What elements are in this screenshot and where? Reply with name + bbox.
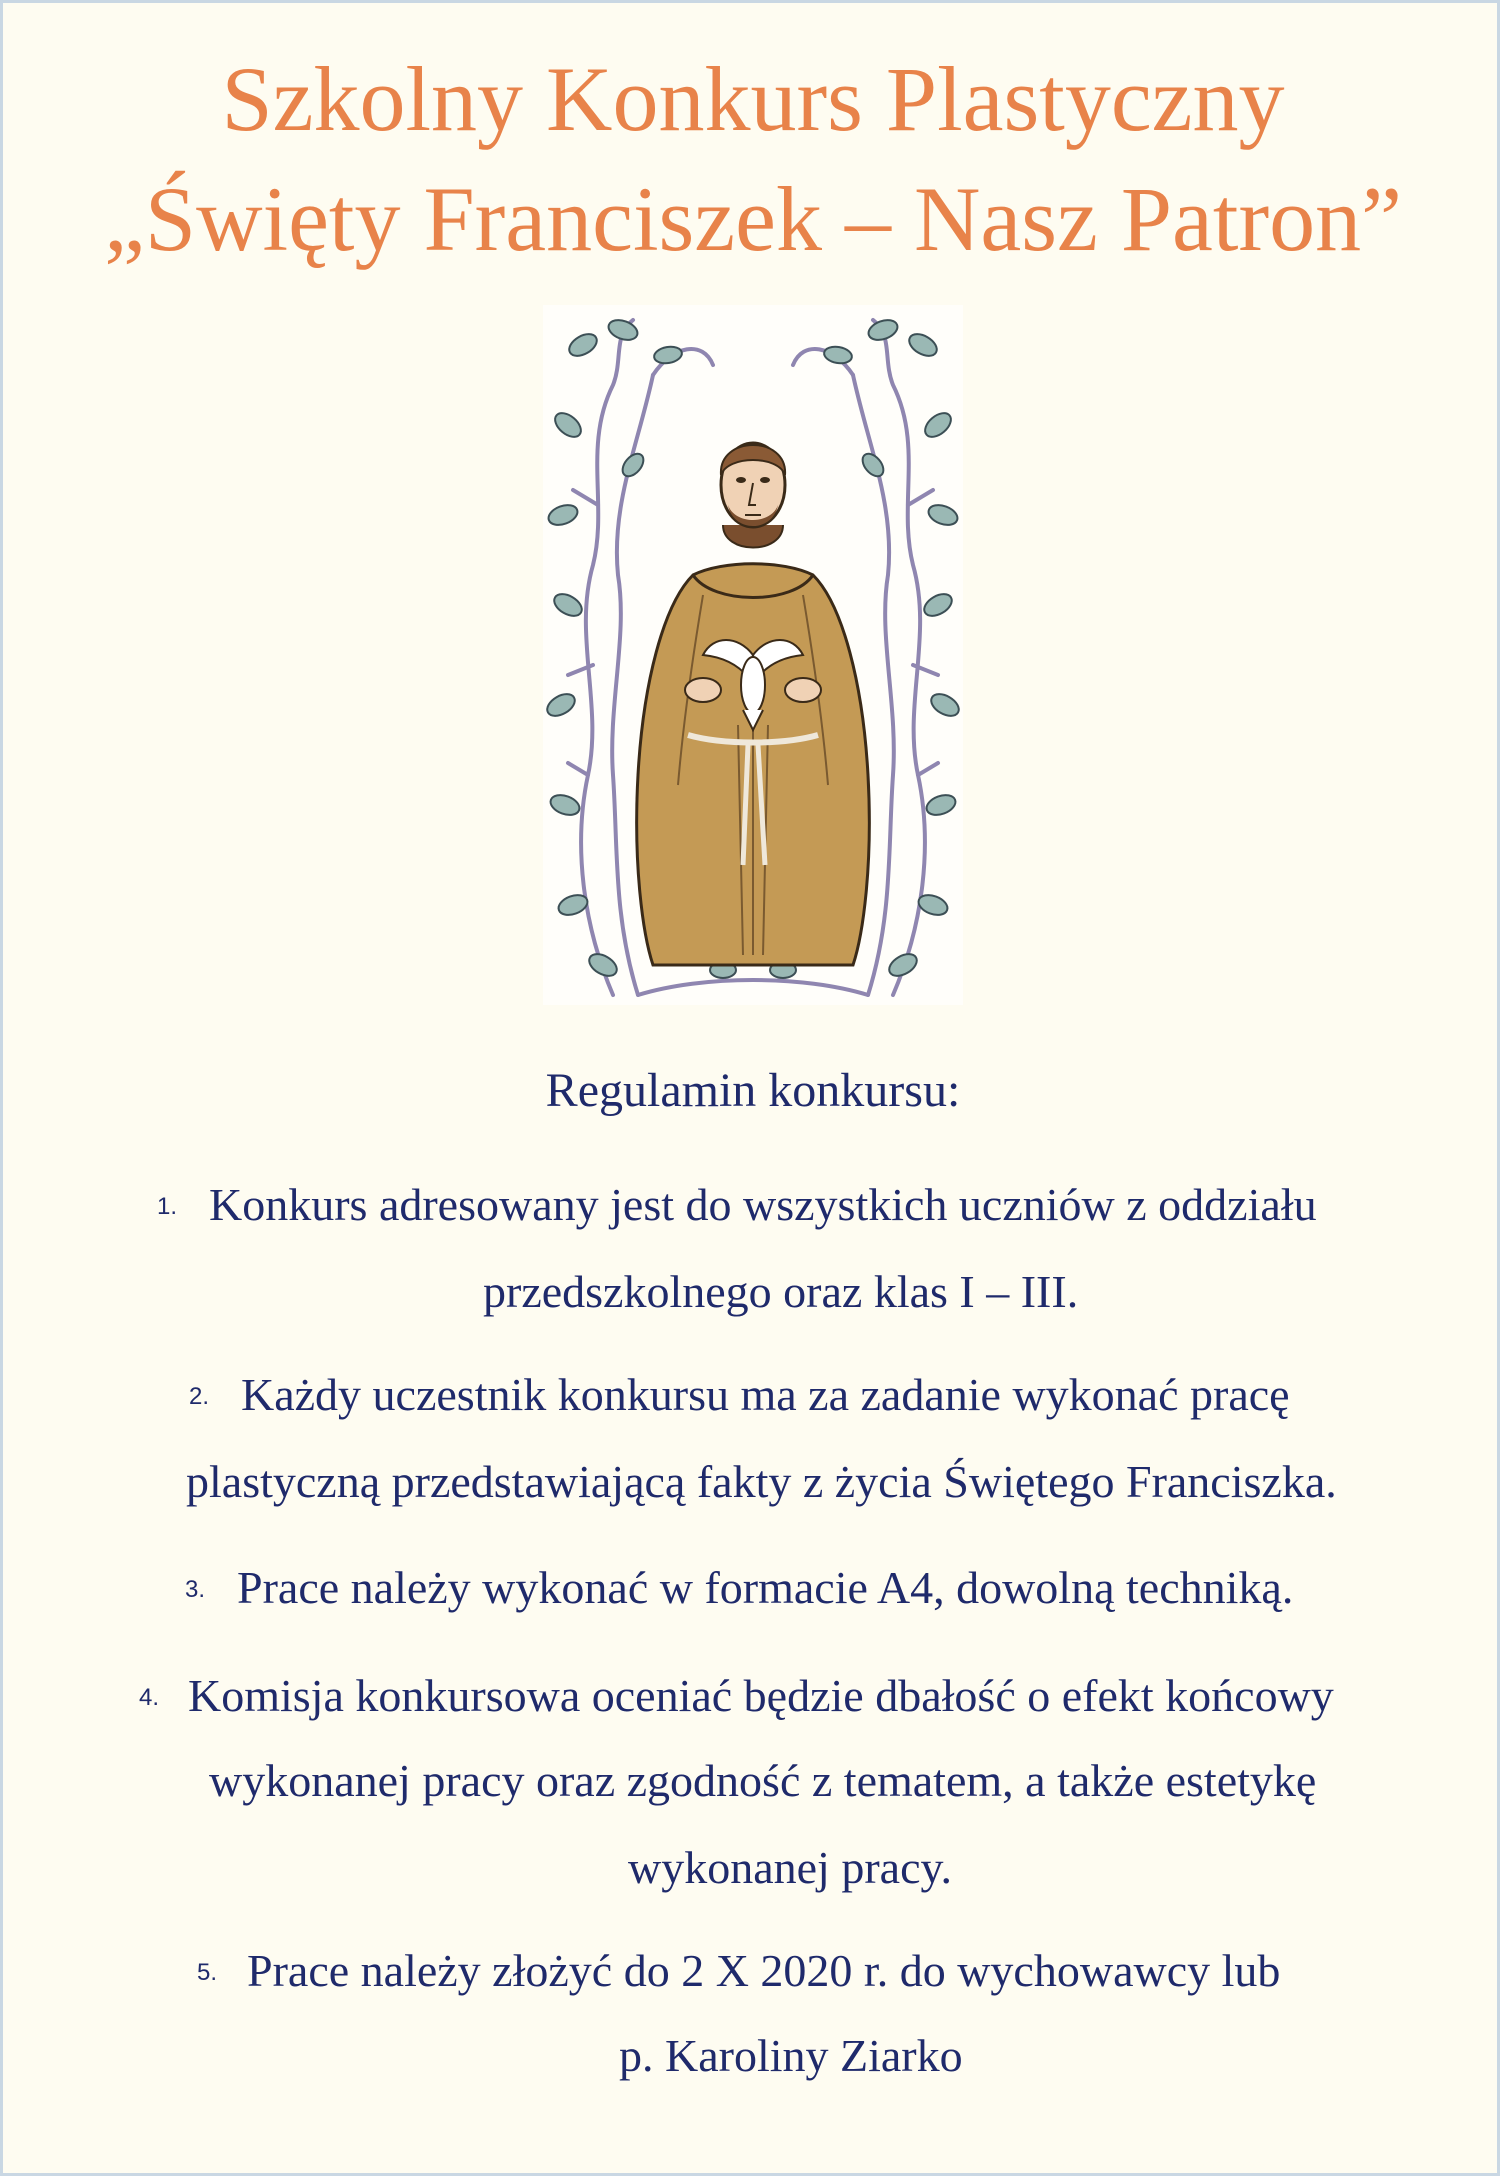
rule-line: Komisja konkursowa oceniać będzie dbałość o efekt końcowy: [188, 1670, 1334, 1721]
rule-line: wykonanej pracy oraz zgodność z tematem, a także estetykę: [209, 1755, 1317, 1806]
rule-number: 2.: [189, 1383, 210, 1410]
rule-line: Prace należy wykonać w formacie A4, dowolną techniką.: [237, 1562, 1294, 1613]
rule-line: przedszkolnego oraz klas I – III.: [483, 1266, 1079, 1317]
poster-title-line-2: „Święty Franciszek – Nasz Patron”: [104, 168, 1402, 270]
rules-heading: Regulamin konkursu:: [545, 1064, 961, 1117]
rule-line: p. Karoliny Ziarko: [619, 2030, 963, 2081]
saint-francis-illustration: [543, 305, 963, 1005]
rule-line: Konkurs adresowany jest do wszystkich uczniów z oddziału: [209, 1179, 1317, 1230]
saint-francis-with-dove-icon: [543, 305, 963, 1005]
rule-number: 5.: [197, 1959, 218, 1986]
rule-number: 1.: [157, 1193, 178, 1220]
rule-line: plastyczną przedstawiającą fakty z życia Świętego Franciszka.: [186, 1456, 1337, 1507]
rule-number: 4.: [139, 1684, 160, 1711]
rule-line: Każdy uczestnik konkursu ma za zadanie wykonać pracę: [241, 1369, 1290, 1420]
rule-line: Prace należy złożyć do 2 X 2020 r. do wychowawcy lub: [247, 1945, 1281, 1996]
poster-title-line-1: Szkolny Konkurs Plastyczny: [221, 48, 1285, 150]
rule-number: 3.: [185, 1576, 206, 1603]
rule-line: wykonanej pracy.: [628, 1842, 952, 1893]
